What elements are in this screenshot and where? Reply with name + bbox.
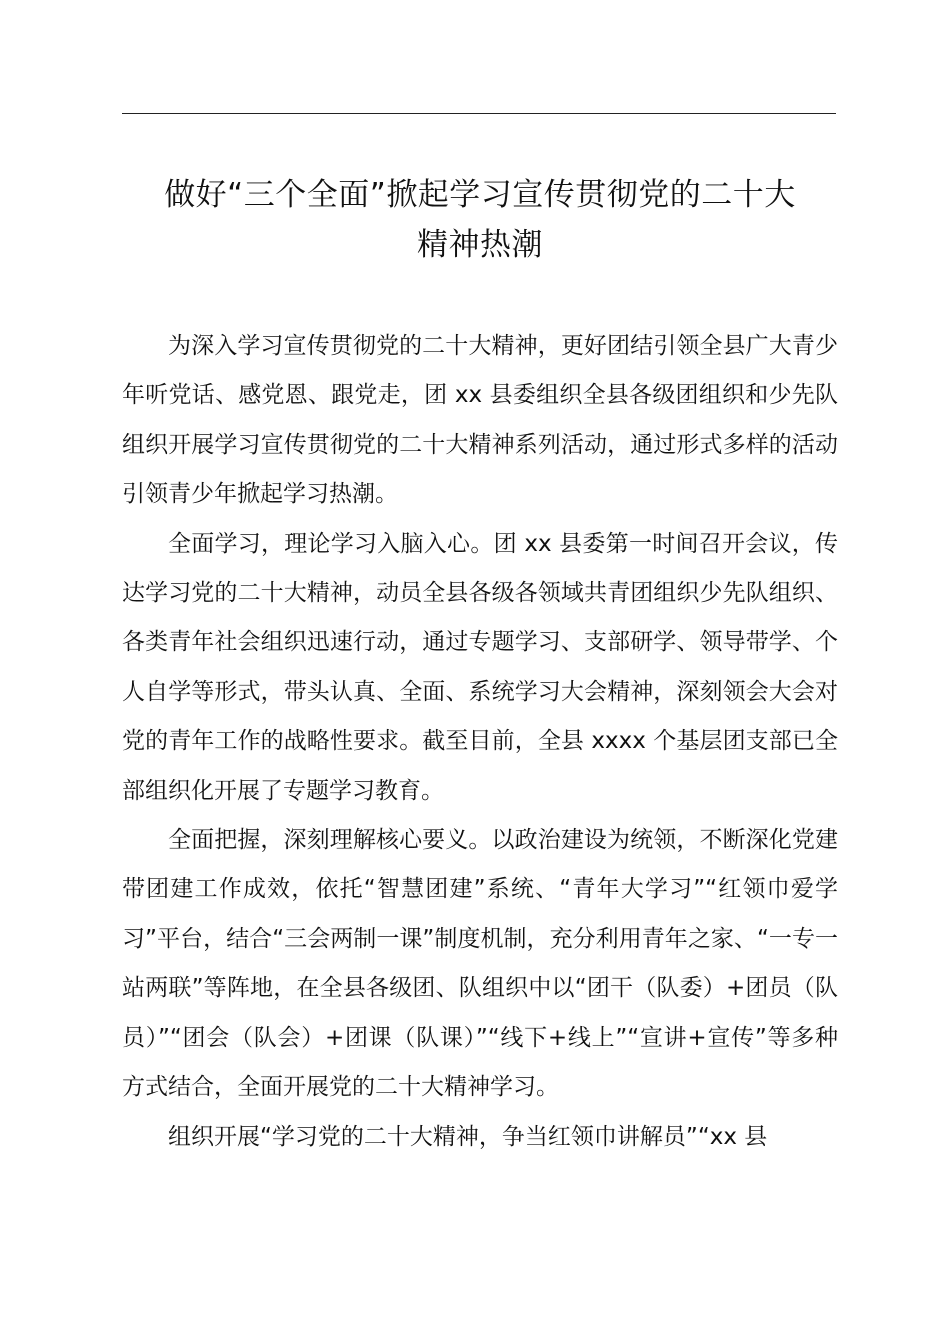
paragraph-intro: 为深入学习宣传贯彻党的二十大精神，更好团结引领全县广大青少年听党话、感党恩、跟党走，团 xx 县委组织全县各级团组织和少先队组织开展学习宣传贯彻党的二十大精神系列活动，通过形式多样的活动引领青少年掀起学习热潮。	[122, 333, 838, 508]
paragraph-study: 全面学习，理论学习入脑入心。团 xx 县委第一时间召开会议，传达学习党的二十大精神，动员全县各级各领域共青团组织少先队组织、各类青年社会组织迅速行动，通过专题学习、支部研学、领导带学、个人自学等形式，带头认真、全面、系统学习大会精神，深刻领会大会对党的青年工作的战略性要求。截至目前，全县 xxxx 个基层团支部已全部组织化开展了专题学习教育。	[122, 530, 838, 804]
header-rule	[122, 113, 836, 114]
paragraph-activity: 组织开展“学习党的二十大精神，争当红领巾讲解员”“xx 县	[168, 1123, 768, 1150]
document-body	[122, 322, 838, 1162]
title-line-2: 精神热潮	[417, 227, 543, 263]
title-line-1: 做好“三个全面”掀起学习宣传贯彻党的二十大	[164, 177, 796, 213]
paragraph-grasp: 全面把握，深刻理解核心要义。以政治建设为统领，不断深化党建带团建工作成效，依托“智慧团建”系统、“青年大学习”“红领巾爱学习”平台，结合“三会两制一课”制度机制，充分利用青年之家、“一专一站两联”等阵地，在全县各级团、队组织中以“团干（队委）+团员（队员）”“团会（队会）+团课（队课）”“线下+线上”“宣讲+宣传”等多种方式结合，全面开展党的二十大精神学习。	[122, 827, 838, 1101]
document-title	[110, 170, 850, 270]
